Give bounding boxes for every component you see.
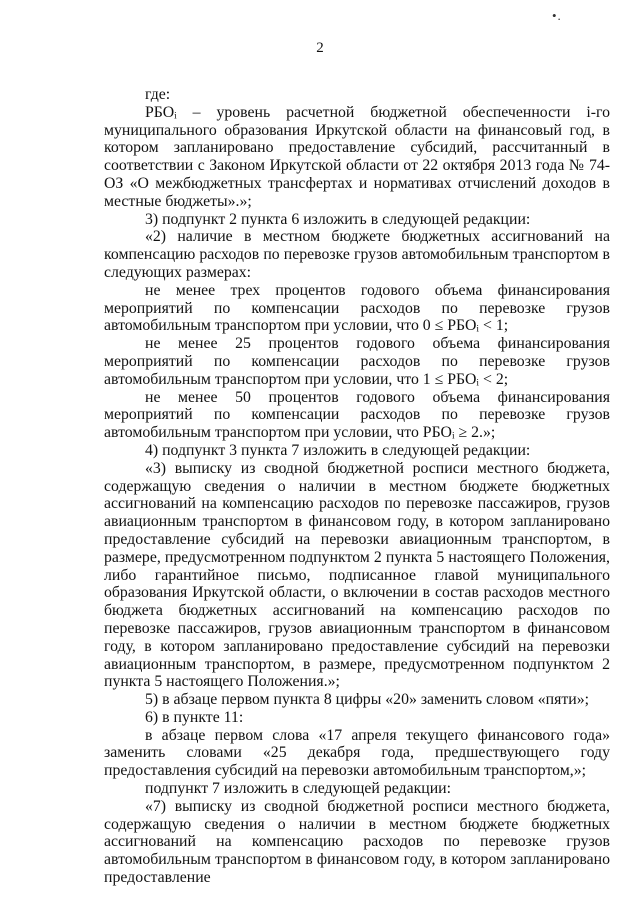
- paragraph: «2) наличие в местном бюджете бюджетных ассигнований на компенсацию расходов по перевозке грузов автомобильным транспортом в следующих размерах:: [104, 228, 610, 281]
- paragraph: «7) выписку из сводной бюджетной росписи местного бюджета, содержащую сведения о наличии в местном бюджете бюджетных ассигнований на компенсацию расходов по перевозке грузов автомобильным транспортом в финансовом году, в котором запланировано предоставление: [104, 797, 610, 887]
- paragraph: 3) подпункт 2 пункта 6 изложить в следующей редакции:: [145, 210, 531, 228]
- paragraph: в абзаце первом слова «17 апреля текущего финансового года» заменить словами «25 декабря года, предшествующего году предоставления субсидий на перевозки автомобильным транспортом,»;: [104, 726, 610, 780]
- page-number: 2: [316, 40, 324, 56]
- paragraph: РБОᵢ – уровень расчетной бюджетной обеспеченности i-го муниципального образования Иркутской области на финансовый год, в котором запланировано предоставление субсидий, рассчитанный в соответствии с Законом Иркутской области от 22 октября 2013 года № 74-ОЗ «О межбюджетных трансфертах и нормативах отчислений доходов в местные бюджеты».»;: [104, 103, 610, 210]
- document-body: [104, 86, 610, 887]
- corner-mark: •.: [552, 8, 562, 23]
- paragraph: где:: [145, 86, 171, 103]
- paragraph: 5) в абзаце первом пункта 8 цифры «20» заменить словом «пяти»;: [145, 691, 589, 709]
- paragraph: не менее 25 процентов годового объема финансирования мероприятий по компенсации расходов по перевозке грузов автомобильным транспортом при условии, что 1 ≤ РБОᵢ < 2;: [104, 335, 610, 388]
- paragraph: подпункт 7 изложить в следующей редакции:: [145, 780, 452, 798]
- paragraph: не менее 50 процентов годового объема финансирования мероприятий по компенсации расходов по перевозке грузов автомобильным транспортом при условии, что РБОᵢ ≥ 2.»;: [104, 388, 610, 442]
- paragraph: не менее трех процентов годового объема финансирования мероприятий по компенсации расходов по перевозке грузов автомобильным транспортом при условии, что 0 ≤ РБОᵢ < 1;: [104, 281, 610, 335]
- paragraph: 4) подпункт 3 пункта 7 изложить в следующей редакции:: [145, 441, 531, 459]
- paragraph: 6) в пункте 11:: [145, 708, 244, 726]
- paragraph: «3) выписку из сводной бюджетной росписи местного бюджета, содержащую сведения о наличии в местном бюджете бюджетных ассигнований на компенсацию расходов по перевозке пассажиров, грузов авиационным транспортом в финансовом году, в котором запланировано предоставление субсидий на перевозки авиационным транспортом, в размере, предусмотренном подпунктом 2 пункта 5 настоящего Положения, либо гарантийное письмо, подписанное главой муниципального образования Иркутской области, о включении в состав расходов местного бюджета бюджетных ассигнований на компенсацию расходов по перевозке пассажиров, грузов авиационным транспортом в финансовом году, в котором запланировано предоставление субсидий на перевозки авиационным транспортом, в размере, предусмотренном подпунктом 2 пункта 5 настоящего Положения.»;: [104, 459, 610, 691]
